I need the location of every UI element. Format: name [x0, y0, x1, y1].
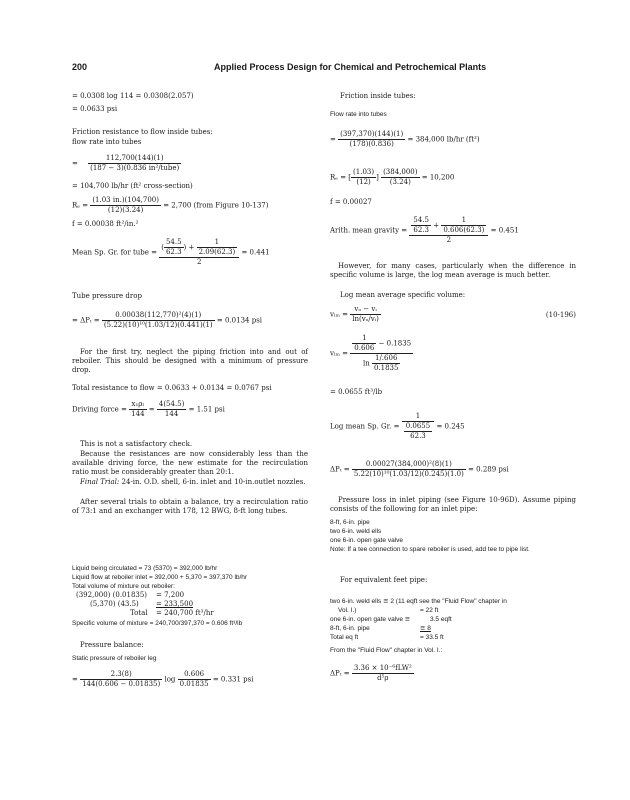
tube-pd-label: Tube pressure drop [72, 292, 142, 300]
volume-total: Total = 240,700 ft³/hr [130, 609, 214, 617]
dpt-equation: ΔPₜ = $\frac{\text{0.00027(384,000)²(8)(1)}}{\text{5.22(10)¹⁰(1.03/12)(0.245)(1.0)}}$ = 0.289 psi [330, 460, 509, 478]
liquid-line: Total volume of mixture out reboiler: [72, 583, 175, 590]
fluid-flow-ref: From the "Fluid Flow" chapter in Vol. I.: [330, 647, 443, 654]
log-mean-title: Log mean average specific volume: [340, 291, 466, 299]
log-mean-sp-gr-equation: Log mean Sp. Gr. = $\frac{1}{\frac{0.0655}{62.3}}$ = 0.245 [330, 412, 465, 440]
eq-feet-line: Total eq ft = 33.5 ft [330, 634, 444, 641]
eq-feet-line: Vol. I.) = 22 ft [338, 607, 439, 614]
page-header [72, 62, 562, 76]
flow-rate-result: = 104,700 lb/hr (ft² cross-section) [72, 182, 193, 190]
driving-force-equation: Driving force = $\frac{\text{x₁ρₗ}}{144}$ = $\frac{4(54.5)}{144}$ = 1.51 psi [72, 400, 225, 418]
total-resistance: Total resistance to flow = 0.0633 + 0.0134 = 0.0767 psi [72, 384, 272, 392]
pipe-item: 8-ft, 6-in. pipe [330, 519, 370, 526]
volume-line: (5,370) (43.5) = 233,500 [90, 600, 194, 608]
vlm-equation: vₗₘ = $\frac{\text{vₒ − vᵢ}}{\text{ln(vₒ/vᵢ)}}$ (10-196) [330, 305, 576, 323]
equation-number: (10-196) [545, 311, 576, 319]
reynolds-equation: Rₑ = [ $\frac{(1.03)}{(12)}$ ] $\frac{(384,000)}{(3.24)}$ = 10,200 [330, 168, 455, 186]
static-pressure-label: Static pressure of reboiler leg [72, 655, 157, 662]
vlm-result: = 0.0655 ft³/lb [330, 388, 383, 396]
flow-rate-equation: = $\frac{112,700(144)(1)}{\text{(187 − 3)(0.836 in²/tube)}}$ [72, 154, 180, 172]
flow-rate-equation: = $\frac{(397,370)(144)(1)}{(178)(0.836)}$ = 384,000 lb/hr (ft²) [330, 130, 480, 148]
friction-factor: f = 0.00038 ft²/in.² [72, 220, 139, 228]
arith-mean-equation: Arith. mean gravity = $\frac{54.5}{62.3}$ + $\frac{1}{0.606(62.3)}$ 2 = 0.451 [330, 216, 519, 244]
final-trial-paragraph: Final Trial: 24-in. O.D. shell, 6-in. inlet and 10-in.outlet nozzles. [80, 478, 306, 486]
eq-feet-line: two 6-in. weld ells ≅ 2 (11 eqft see the "Fluid Flow" chapter in [330, 598, 507, 605]
liquid-line: Liquid flow at reboiler inlet = 392,000 + 5,370 = 397,370 lb/hr [72, 574, 248, 581]
eq-feet-line: 8-ft, 6-in. pipe ≅ 8 [330, 625, 431, 632]
equation-line: = 0.0308 log 114 = 0.0308(2.057) [72, 92, 194, 100]
pipe-item: one 6-in. open gate valve [330, 537, 403, 544]
reynolds-equation: Rₑ = $\frac{(1.03 in.)(104,700)}{(12)(3.24)}$ = 2,700 (from Figure 10-137) [72, 196, 269, 214]
pipe-item: two 6-in. weld ells [330, 528, 382, 535]
specific-volume: Specific volume of mixture = 240,700/397,370 = 0.606 ft³/lb [72, 620, 243, 627]
vlm-calc: vₗₘ = $\frac{1}{0.606}$ − 0.1835 ln $\frac{1/.606}{0.1835}$ [330, 334, 412, 372]
flow-rate-label: flow rate into tubes [72, 138, 142, 146]
static-pressure-equation: = $\frac{2.3(8)}{144(0.606 - 0.01835)}$ log $\frac{0.606}{0.01835}$ = 0.331 psi [72, 670, 254, 688]
paragraph: For the first try, neglect the piping friction into and out of reboiler. This should be designed with a minimum of pressure drop. [72, 348, 308, 374]
mean-sp-gr-equation: Mean Sp. Gr. for tube = ( $\frac{54.5}{62.3}$ ) + $\frac{1}{2.09(62.3)}$ 2 = 0.441 [72, 238, 270, 266]
paragraph: This is not a satisfactory check. [80, 440, 193, 448]
friction-intro: Friction resistance to flow inside tubes: [72, 128, 213, 136]
friction-factor: f = 0.00027 [330, 198, 372, 206]
pressure-balance-title: Pressure balance: [80, 641, 144, 649]
liquid-line: Liquid being circulated = 73 (5370) = 392,000 lb/hr [72, 565, 218, 572]
dpf-equation: ΔPₜ = $\frac{\text{3.36 × 10⁻⁶fLW²}}{\text{d⁵ρ}}$ [330, 664, 412, 682]
equation-line: = 0.0633 psi [72, 105, 118, 113]
volume-line: (392,000) (0.01835) = 7,200 [76, 591, 185, 599]
paragraph: However, for many cases, particularly when the difference in specific volume is large, the log mean average is much better. [330, 262, 576, 279]
flow-rate-label: Flow rate into tubes [330, 111, 387, 118]
friction-inside-title: Friction inside tubes: [340, 92, 416, 100]
paragraph: Because the resistances are now considerably less than the available driving force, the new estimate for the recirculation ratio must be considerably greater than 20:1. [72, 450, 308, 476]
paragraph: After several trials to obtain a balance, try a recirculation ratio of 73:1 and an exchanger with 178, 12 BWG, 8-ft long tubes. [72, 498, 308, 515]
running-title: Applied Process Design for Chemical and Petrochemical Plants [214, 62, 487, 72]
equivalent-feet-title: For equivalent feet pipe: [340, 576, 428, 584]
eq-feet-line: one 6-in. open gate valve ≅ 3.5 eqft [330, 616, 452, 623]
page-number: 200 [72, 62, 88, 72]
tube-pd-equation: = ΔPₜ = $\frac{\text{0.00038(112,770)²(4)(1)}}{\text{(5.22)(10)¹⁰(1.03/12)(0.441)(1)}}$ = 0.0134 psi [72, 311, 263, 329]
note: Note: If a tee connection to spare reboiler is used, add tee to pipe list. [330, 546, 530, 553]
paragraph: Pressure loss in inlet piping (see Figure 10-96D). Assume piping consists of the following for an inlet pipe: [330, 496, 576, 513]
